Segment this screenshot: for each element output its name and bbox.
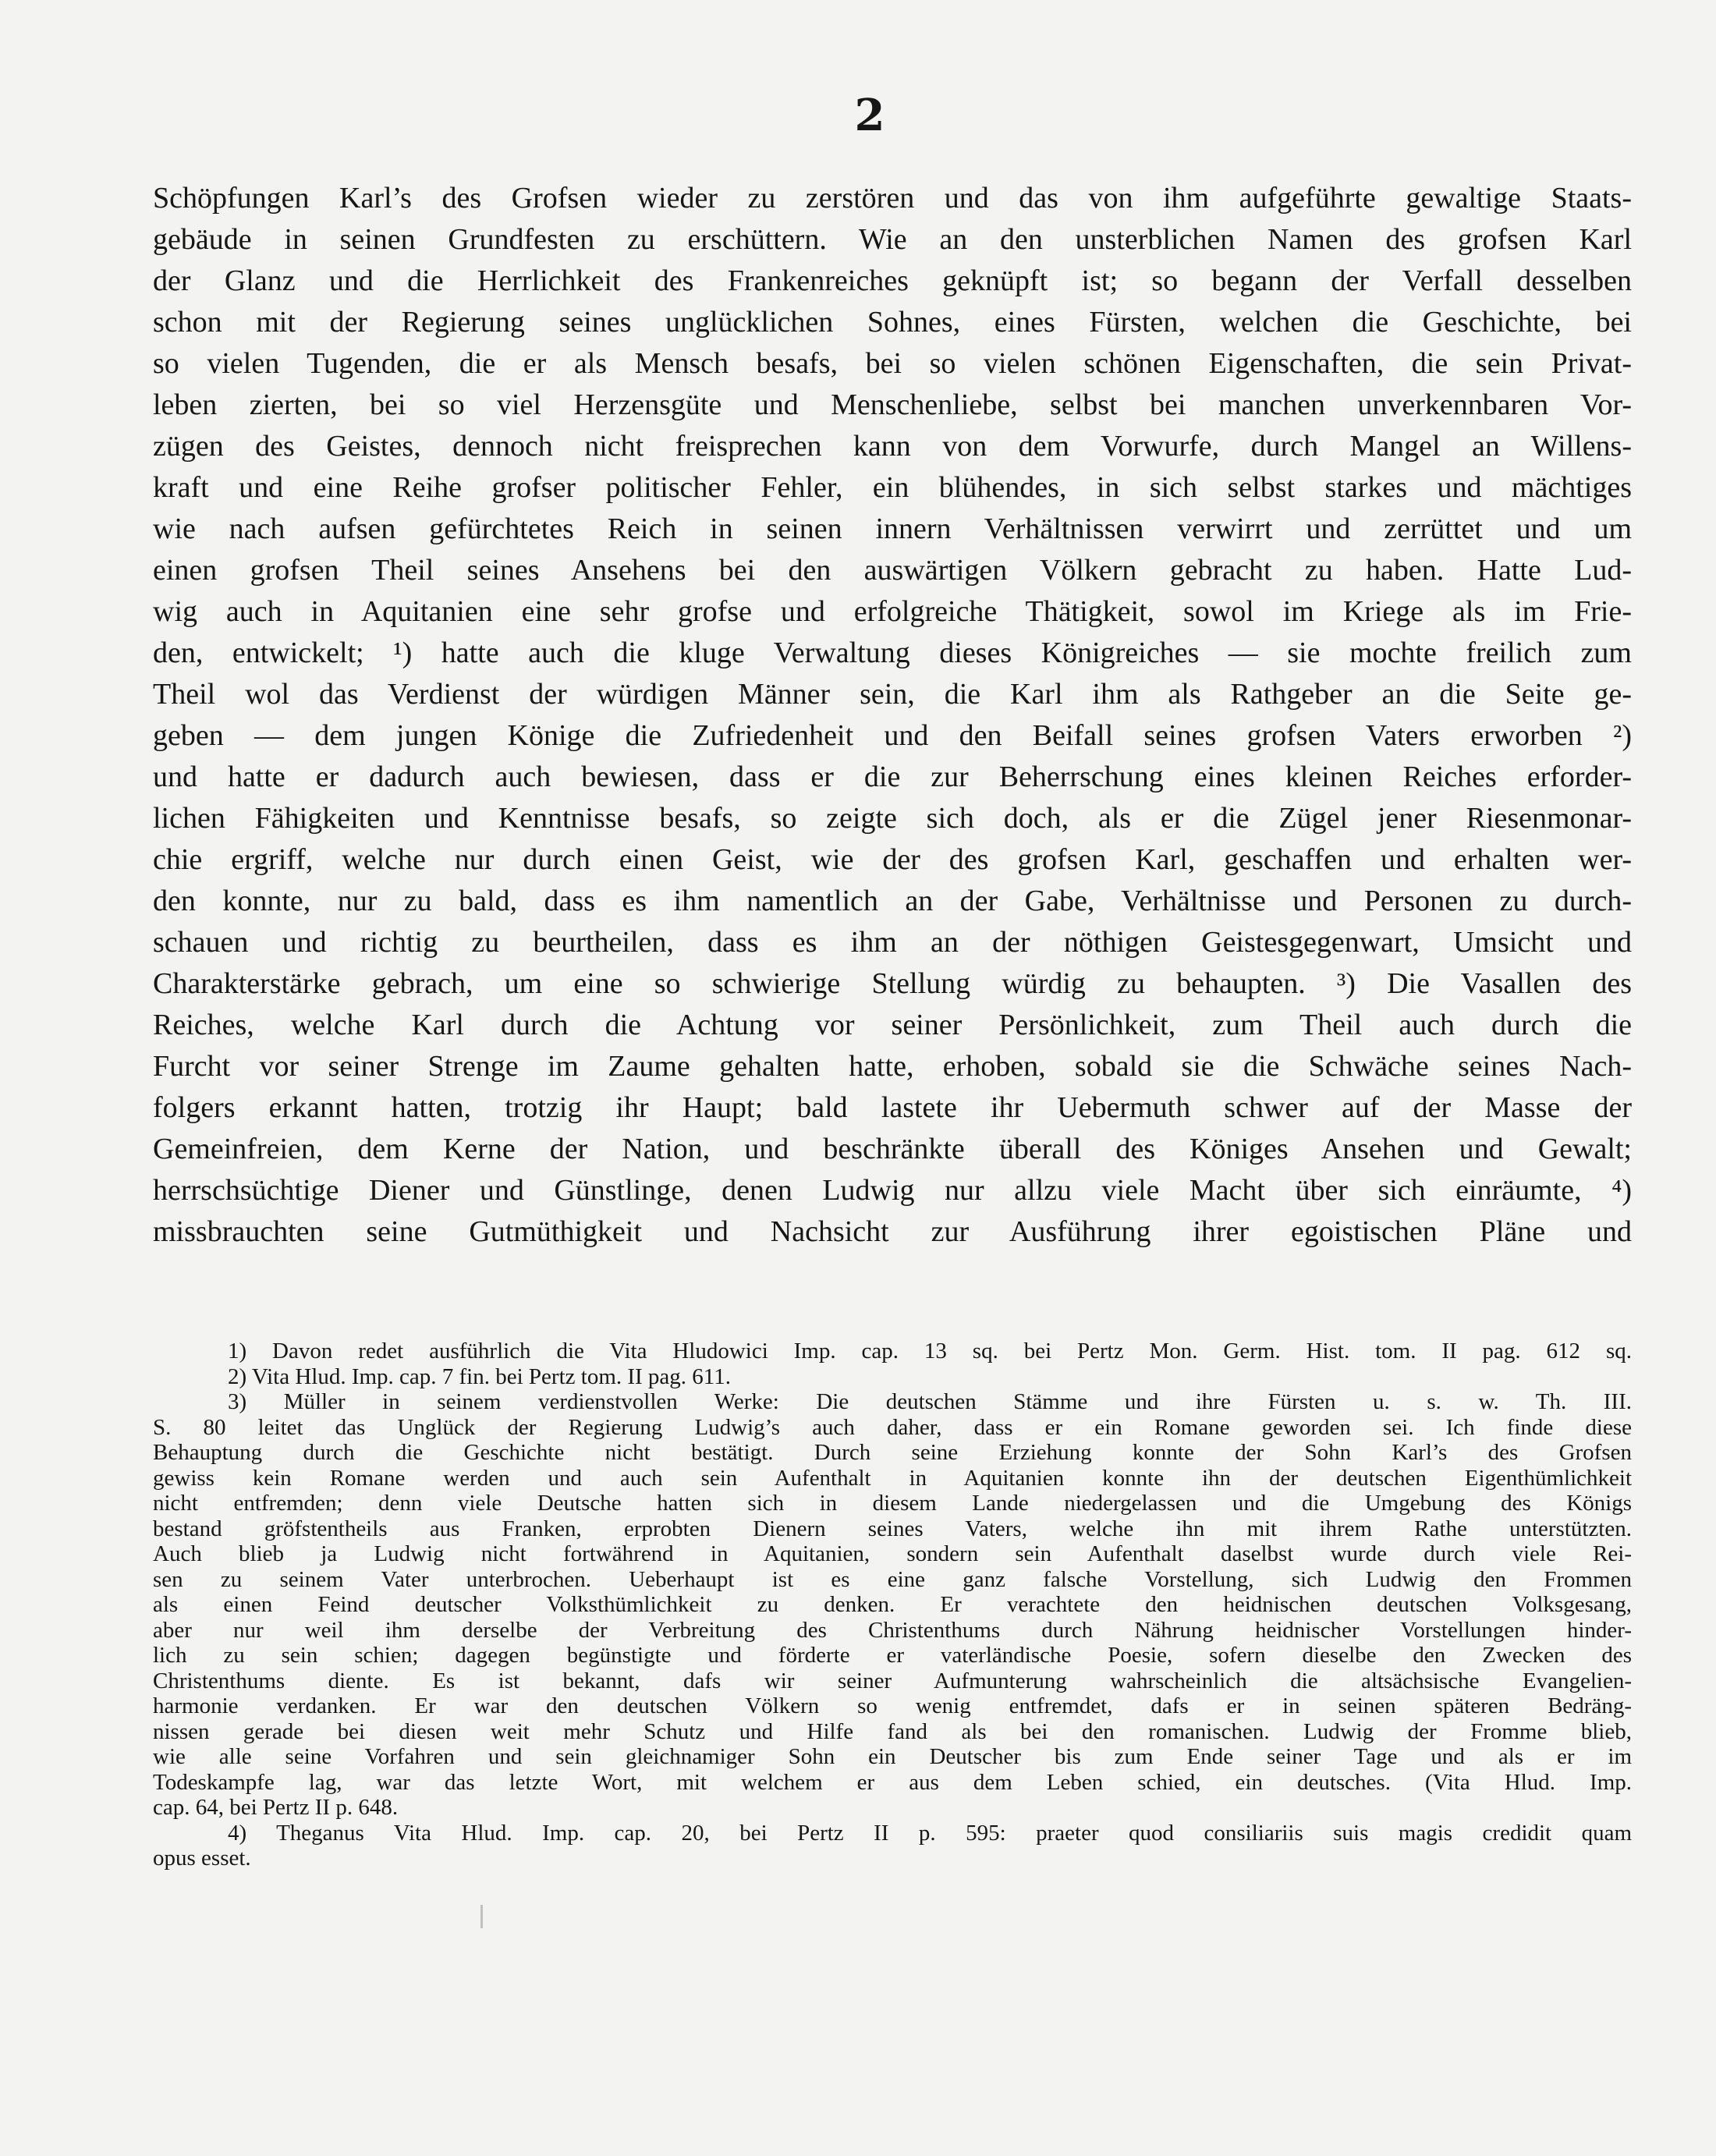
- ink-speck: [480, 1905, 483, 1928]
- footnote-line: 1) Davon redet ausführlich die Vita Hludowici Imp. cap. 13 sq. bei Pertz Mon. Germ. Hist. tom. II pag. 612 sq.: [228, 1339, 1632, 1363]
- text-line: Reiches, welche Karl durch die Achtung vor seiner Persönlichkeit, zum Theil auch durch die: [153, 1009, 1632, 1041]
- text-line: einen grofsen Theil seines Ansehens bei den auswärtigen Völkern gebracht zu haben. Hatte Lud-: [153, 554, 1632, 587]
- footnote-line: nicht entfremden; denn viele Deutsche hatten sich in diesem Lande niedergelassen und die Umgebung des Königs: [153, 1491, 1632, 1516]
- text-line: herrschsüchtige Diener und Günstlinge, denen Ludwig nur allzu viele Macht über sich einräumte, ⁴): [153, 1174, 1632, 1207]
- footnote-line: sen zu seinem Vater unterbrochen. Ueberhaupt ist es eine ganz falsche Vorstellung, sich Ludwig den Frommen: [153, 1566, 1632, 1592]
- footnote-line: Christenthums diente. Es ist bekannt, dafs wir seiner Aufmunterung wahrscheinlich die altsächsische Evangelien-: [153, 1668, 1632, 1693]
- page-number: 2: [854, 90, 885, 141]
- footnotes-block: [153, 1339, 1632, 1871]
- text-line: zügen des Geistes, dennoch nicht freisprechen kann von dem Vorwurfe, durch Mangel an Willens-: [153, 430, 1632, 463]
- text-line: den, entwickelt; ¹) hatte auch die kluge Verwaltung dieses Königreiches — sie mochte freilich zum: [153, 637, 1632, 669]
- text-line: leben zierten, bei so viel Herzensgüte und Menschenliebe, selbst bei manchen unverkennbaren Vor-: [153, 388, 1632, 421]
- text-line: folgers erkannt hatten, trotzig ihr Haupt; bald lastete ihr Uebermuth schwer auf der Masse der: [153, 1091, 1632, 1124]
- footnote-line: S. 80 leitet das Unglück der Regierung Ludwig’s auch daher, dass er ein Romane geworden sei. Ich finde diese: [153, 1414, 1632, 1440]
- footnote-line: nissen gerade bei diesen weit mehr Schutz und Hilfe fand als bei den romanischen. Ludwig der Fromme blieb,: [153, 1718, 1632, 1744]
- text-line: lichen Fähigkeiten und Kenntnisse besafs, so zeigte sich doch, als er die Zügel jener Riesenmonar-: [153, 802, 1632, 835]
- footnote-line: 2) Vita Hlud. Imp. cap. 7 fin. bei Pertz tom. II pag. 611.: [228, 1363, 731, 1389]
- text-line: wig auch in Aquitanien eine sehr grofse und erfolgreiche Thätigkeit, sowol im Kriege als im Frie-: [153, 595, 1632, 628]
- footnote-line: Auch blieb ja Ludwig nicht fortwährend in Aquitanien, sondern sein Aufenthalt daselbst wurde durch viele Rei-: [153, 1541, 1632, 1566]
- main-text-block: [153, 178, 1632, 1253]
- text-line: schon mit der Regierung seines unglücklichen Sohnes, eines Fürsten, welchen die Geschichte, bei: [153, 306, 1632, 339]
- text-line: Furcht vor seiner Strenge im Zaume gehalten hatte, erhoben, sobald sie die Schwäche seines Nach-: [153, 1050, 1632, 1083]
- text-line: chie ergriff, welche nur durch einen Geist, wie der des grofsen Karl, geschaffen und erhalten wer-: [153, 843, 1632, 876]
- footnote-line: als einen Feind deutscher Volksthümlichkeit zu denken. Er verachtete den heidnischen deutschen Volksgesang,: [153, 1592, 1632, 1617]
- footnote-line: aber nur weil ihm derselbe der Verbreitung des Christenthums durch Nährung heidnischer Vorstellungen hinder-: [153, 1617, 1632, 1643]
- footnote-line: opus esset.: [153, 1846, 251, 1871]
- text-line: gebäude in seinen Grundfesten zu erschüttern. Wie an den unsterblichen Namen des grofsen Karl: [153, 223, 1632, 256]
- text-line: der Glanz und die Herrlichkeit des Frankenreiches geknüpft ist; so begann der Verfall desselben: [153, 264, 1632, 297]
- text-line: wie nach aufsen gefürchtetes Reich in seinen innern Verhältnissen verwirrt und zerrüttet und um: [153, 512, 1632, 545]
- footnote-line: 4) Theganus Vita Hlud. Imp. cap. 20, bei Pertz II p. 595: praeter quod consiliariis suis magis credidit quam: [228, 1820, 1632, 1846]
- footnote-line: wie alle seine Vorfahren und sein gleichnamiger Sohn ein Deutscher bis zum Ende seiner Tage und als er im: [153, 1744, 1632, 1769]
- text-line: schauen und richtig zu beurtheilen, dass es ihm an der nöthigen Geistesgegenwart, Umsicht und: [153, 926, 1632, 959]
- text-line: den konnte, nur zu bald, dass es ihm namentlich an der Gabe, Verhältnisse und Personen zu durch-: [153, 885, 1632, 917]
- footnote-line: cap. 64, bei Pertz II p. 648.: [153, 1795, 399, 1820]
- text-line: und hatte er dadurch auch bewiesen, dass er die zur Beherrschung eines kleinen Reiches erforder-: [153, 761, 1632, 793]
- footnote-line: bestand gröfstentheils aus Franken, erprobten Dienern seines Vaters, welche ihn mit ihrem Rathe unterstützten.: [153, 1516, 1632, 1541]
- footnote-line: gewiss kein Romane werden und auch sein Aufenthalt in Aquitanien konnte ihn der deutschen Eigenthümlichkeit: [153, 1465, 1632, 1491]
- text-line: Theil wol das Verdienst der würdigen Männer sein, die Karl ihm als Rathgeber an die Seite ge-: [153, 678, 1632, 711]
- text-line: geben — dem jungen Könige die Zufriedenheit und den Beifall seines grofsen Vaters erworben ²): [153, 719, 1632, 752]
- text-line: kraft und eine Reihe grofser politischer Fehler, ein blühendes, in sich selbst starkes und mächtiges: [153, 471, 1632, 504]
- text-line: missbrauchten seine Gutmüthigkeit und Nachsicht zur Ausführung ihrer egoistischen Pläne und: [153, 1215, 1632, 1248]
- text-line: Charakterstärke gebrach, um eine so schwierige Stellung würdig zu behaupten. ³) Die Vasallen des: [153, 967, 1632, 1000]
- footnote-line: Behauptung durch die Geschichte nicht bestätigt. Durch seine Erziehung konnte der Sohn Karl’s des Grofsen: [153, 1440, 1632, 1465]
- footnote-line: Todeskampfe lag, war das letzte Wort, mit welchem er aus dem Leben schied, ein deutsches. (Vita Hlud. Imp.: [153, 1769, 1632, 1795]
- footnote-line: 3) Müller in seinem verdienstvollen Werke: Die deutschen Stämme und ihre Fürsten u. s. w. Th. III.: [228, 1389, 1632, 1414]
- text-line: Gemeinfreien, dem Kerne der Nation, und beschränkte überall des Königes Ansehen und Gewalt;: [153, 1133, 1632, 1165]
- footnote-line: lich zu sein schien; dagegen begünstigte und förderte er vaterländische Poesie, sofern dieselbe den Zwecken des: [153, 1643, 1632, 1668]
- text-line: Schöpfungen Karl’s des Grofsen wieder zu zerstören und das von ihm aufgeführte gewaltige Staats-: [153, 182, 1632, 215]
- text-line: so vielen Tugenden, die er als Mensch besafs, bei so vielen schönen Eigenschaften, die sein Privat-: [153, 347, 1632, 380]
- footnote-line: harmonie verdanken. Er war den deutschen Völkern so wenig entfremdet, dafs er in seinen späteren Bedräng-: [153, 1693, 1632, 1718]
